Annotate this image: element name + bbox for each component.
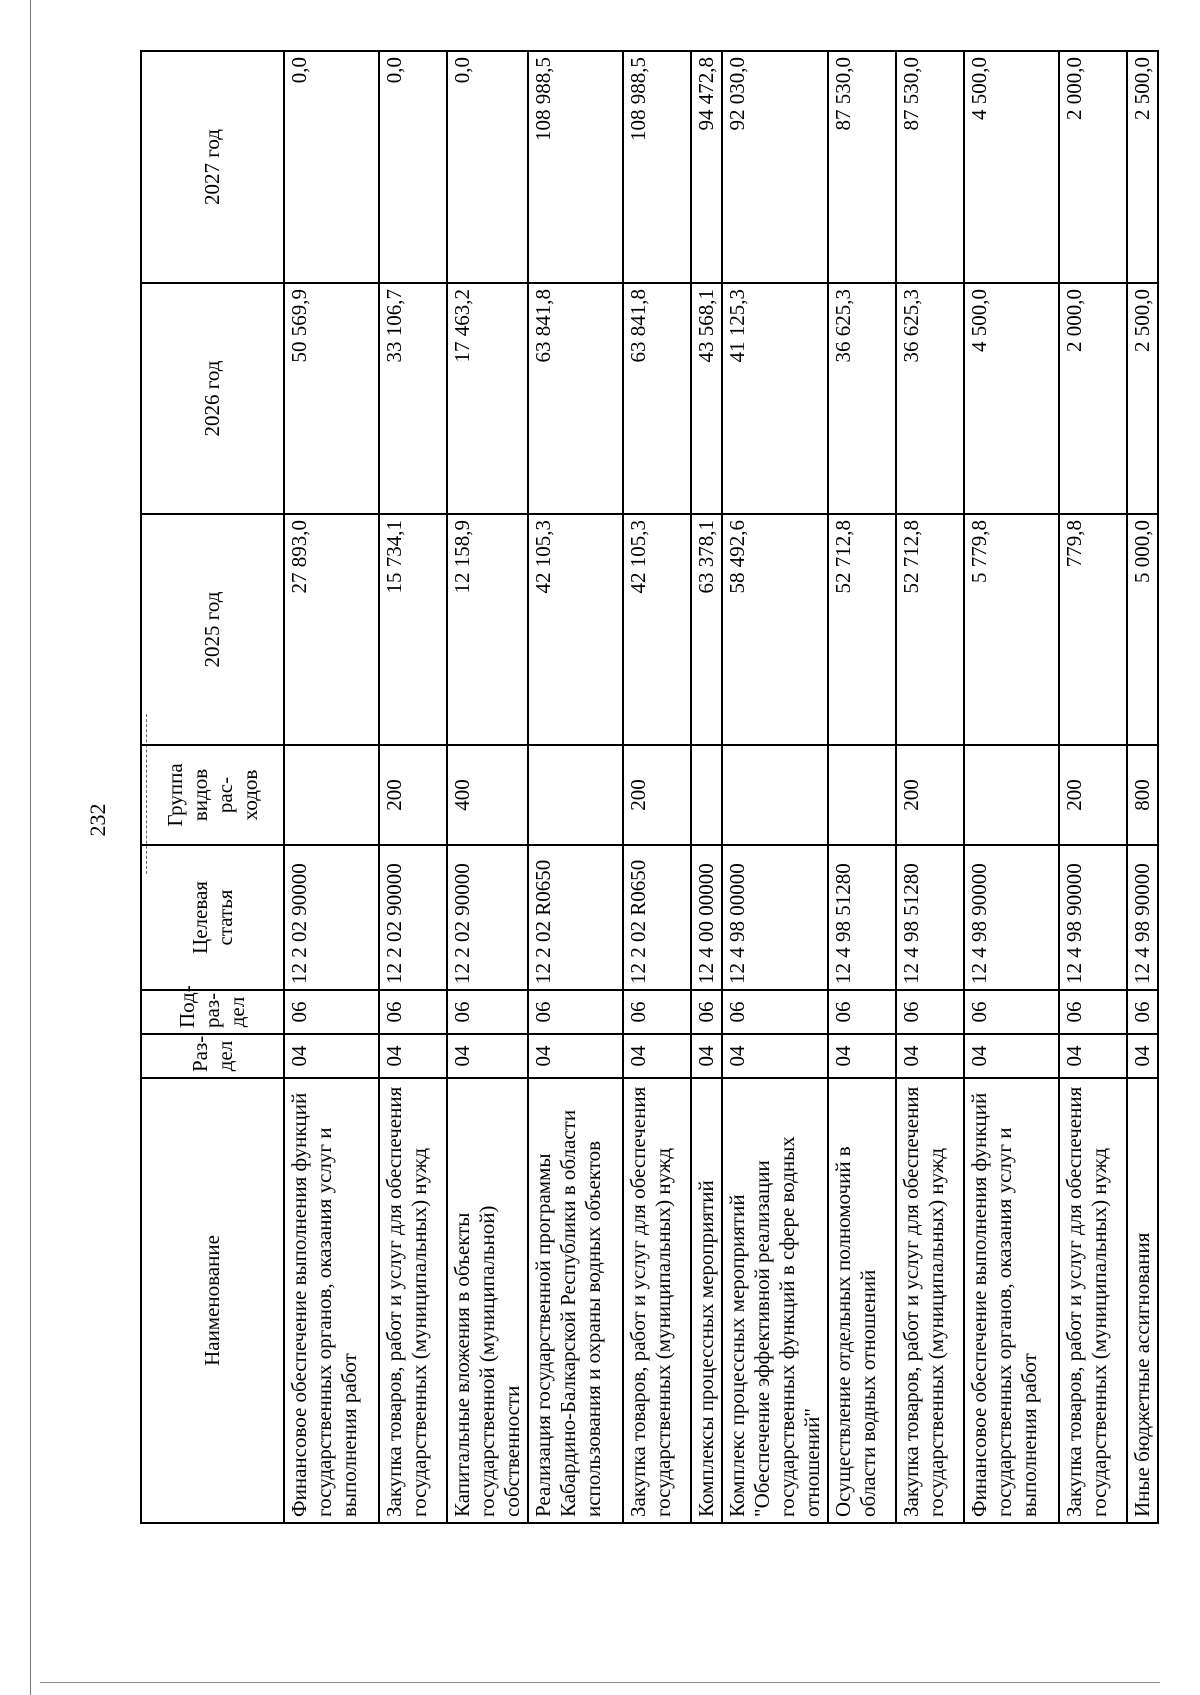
cell-2025: 12 158,9 [447,514,528,745]
cell-name: Иные бюджетные ассигнования [1127,1078,1158,1523]
cell-section: 04 [828,1034,896,1078]
table-row [528,51,623,1523]
table-row [691,51,722,1523]
cell-2026: 43 568,1 [691,283,722,514]
cell-2027: 2 000,0 [1059,51,1127,283]
cell-name: Закупка товаров, работ и услуг для обеспечения государственных (муниципальных) нужд [1059,1078,1127,1523]
cell-2027: 0,0 [284,51,379,283]
cell-expense-group: 400 [447,745,528,845]
header-expense-group: Группа видов рас- ходов [141,745,284,845]
cell-section: 04 [379,1034,447,1078]
cell-section: 04 [722,1034,828,1078]
rotated-table-container [140,52,1154,1524]
cell-2026: 63 841,8 [528,283,623,514]
cell-target-article: 12 4 98 90000 [1059,845,1127,990]
cell-name: Капитальные вложения в объекты государственной (муниципальной) собственности [447,1078,528,1523]
cell-expense-group [528,745,623,845]
cell-2027: 92 030,0 [722,51,828,283]
cell-2027: 108 988,5 [528,51,623,283]
header-2027: 2027 год [141,51,284,283]
cell-2026: 63 841,8 [623,283,691,514]
header-section: Раз- дел [141,1034,284,1078]
cell-section: 04 [1127,1034,1158,1078]
cell-name: Комплексы процессных мероприятий [691,1078,722,1523]
cell-target-article: 12 2 02 R0650 [528,845,623,990]
cell-subsection: 06 [284,990,379,1034]
page-number-text: 232 [85,803,110,837]
cell-target-article: 12 2 02 90000 [447,845,528,990]
cell-target-article: 12 4 98 90000 [1127,845,1158,990]
cell-subsection: 06 [722,990,828,1034]
cell-2027: 0,0 [447,51,528,283]
cell-expense-group: 200 [1059,745,1127,845]
header-2026: 2026 год [141,283,284,514]
cell-name: Комплекс процессных мероприятий "Обеспечение эффективной реализации государственных функций в сфере водных отношений" [722,1078,828,1523]
table-row [1059,51,1127,1523]
cell-2025: 5 779,8 [964,514,1059,745]
cell-section: 04 [447,1034,528,1078]
cell-2025: 15 734,1 [379,514,447,745]
table-row [828,51,896,1523]
cell-2025: 52 712,8 [896,514,964,745]
table-row [623,51,691,1523]
cell-name: Закупка товаров, работ и услуг для обеспечения государственных (муниципальных) нужд [896,1078,964,1523]
scan-edge [0,0,31,1695]
cell-2027: 87 530,0 [896,51,964,283]
cell-section: 04 [623,1034,691,1078]
table-row [379,51,447,1523]
cell-target-article: 12 4 98 00000 [722,845,828,990]
cell-subsection: 06 [1059,990,1127,1034]
cell-2025: 58 492,6 [722,514,828,745]
cell-name: Реализация государственной программы Кабардино-Балкарской Республики в области использования и охраны водных объектов [528,1078,623,1523]
cell-section: 04 [528,1034,623,1078]
cell-subsection: 06 [1127,990,1158,1034]
cell-2026: 2 500,0 [1127,283,1158,514]
header-subsection: Под- раз- дел [141,990,284,1034]
cell-expense-group: 200 [379,745,447,845]
cell-2027: 0,0 [379,51,447,283]
cell-2027: 4 500,0 [964,51,1059,283]
cell-subsection: 06 [964,990,1059,1034]
cell-name: Финансовое обеспечение выполнения функций государственных органов, оказания услуг и выполнения работ [284,1078,379,1523]
cell-expense-group [828,745,896,845]
cell-subsection: 06 [828,990,896,1034]
cell-2025: 63 378,1 [691,514,722,745]
header-target-article: Целевая статья [141,845,284,990]
cell-2027: 108 988,5 [623,51,691,283]
table-body [284,51,1158,1523]
header-2025: 2025 год [141,514,284,745]
cell-expense-group [284,745,379,845]
table-row [896,51,964,1523]
cell-name: Осуществление отдельных полномочий в области водных отношений [828,1078,896,1523]
table-row [447,51,528,1523]
cell-section: 04 [691,1034,722,1078]
cell-name: Закупка товаров, работ и услуг для обеспечения государственных (муниципальных) нужд [379,1078,447,1523]
table-row [1127,51,1158,1523]
cell-2026: 50 569,9 [284,283,379,514]
cell-expense-group [691,745,722,845]
cell-2026: 4 500,0 [964,283,1059,514]
cell-subsection: 06 [691,990,722,1034]
header-name: Наименование [141,1078,284,1523]
cell-subsection: 06 [528,990,623,1034]
cell-2025: 42 105,3 [623,514,691,745]
cell-target-article: 12 2 02 90000 [379,845,447,990]
cell-expense-group: 800 [1127,745,1158,845]
cell-expense-group: 200 [896,745,964,845]
cell-expense-group [722,745,828,845]
cell-2025: 779,8 [1059,514,1127,745]
cell-section: 04 [896,1034,964,1078]
cell-2025: 5 000,0 [1127,514,1158,745]
page-number [78,790,118,850]
cell-2026: 2 000,0 [1059,283,1127,514]
cell-subsection: 06 [447,990,528,1034]
table-row [964,51,1059,1523]
scan-bottom-edge [40,1682,1160,1683]
cell-2026: 41 125,3 [722,283,828,514]
cell-subsection: 06 [623,990,691,1034]
cell-expense-group: 200 [623,745,691,845]
cell-section: 04 [964,1034,1059,1078]
table-row [284,51,379,1523]
cell-2025: 42 105,3 [528,514,623,745]
cell-2026: 33 106,7 [379,283,447,514]
cell-subsection: 06 [379,990,447,1034]
cell-target-article: 12 2 02 R0650 [623,845,691,990]
cell-name: Финансовое обеспечение выполнения функций государственных органов, оказания услуг и выполнения работ [964,1078,1059,1523]
cell-subsection: 06 [896,990,964,1034]
cell-target-article: 12 4 00 00000 [691,845,722,990]
table-header-row [141,51,284,1523]
cell-2026: 36 625,3 [896,283,964,514]
cell-section: 04 [284,1034,379,1078]
cell-2027: 2 500,0 [1127,51,1158,283]
table-row [722,51,828,1523]
cell-2026: 17 463,2 [447,283,528,514]
cell-expense-group [964,745,1059,845]
cell-target-article: 12 2 02 90000 [284,845,379,990]
cell-2026: 36 625,3 [828,283,896,514]
cell-target-article: 12 4 98 51280 [896,845,964,990]
cell-target-article: 12 4 98 51280 [828,845,896,990]
cell-target-article: 12 4 98 90000 [964,845,1059,990]
cell-2025: 27 893,0 [284,514,379,745]
cell-2027: 87 530,0 [828,51,896,283]
cell-section: 04 [1059,1034,1127,1078]
cell-name: Закупка товаров, работ и услуг для обеспечения государственных (муниципальных) нужд [623,1078,691,1523]
cell-2027: 94 472,8 [691,51,722,283]
budget-table [140,50,1159,1524]
cell-2025: 52 712,8 [828,514,896,745]
